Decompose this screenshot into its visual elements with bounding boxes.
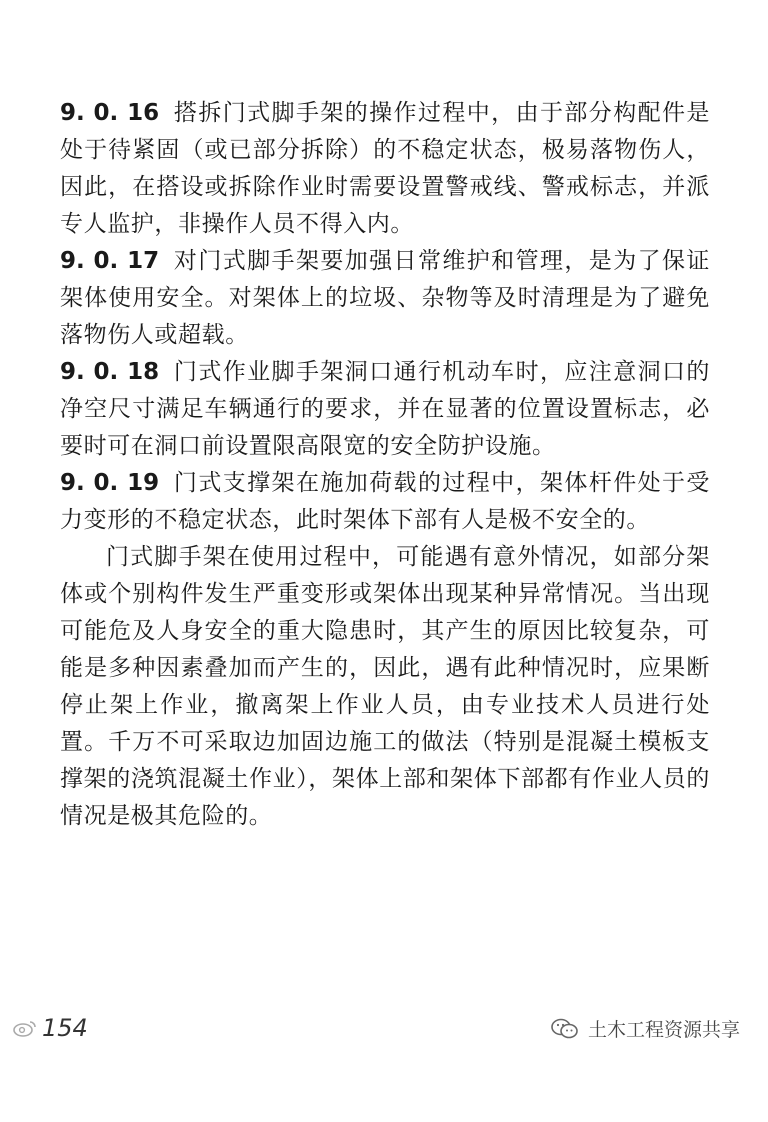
clause-number: 9. 0. 17 bbox=[60, 248, 160, 274]
document-body bbox=[60, 95, 710, 835]
clause-text: 对门式脚手架要加强日常维护和管理，是为了保证架体使用安全。对架体上的垃圾、杂物等及时清理是为了避免落物伤人或超载。 bbox=[60, 248, 710, 348]
clause-number: 9. 0. 16 bbox=[60, 100, 160, 126]
weibo-logo-icon bbox=[12, 1019, 38, 1037]
watermark bbox=[550, 1015, 740, 1042]
watermark-text: 土木工程资源共享 bbox=[587, 1019, 740, 1041]
page-footer bbox=[12, 1014, 88, 1042]
clause-text: 门式支撑架在施加荷载的过程中，架体杆件处于受力变形的不稳定状态，此时架体下部有人是极不安全的。 bbox=[60, 470, 710, 533]
clause-9-0-19 bbox=[60, 465, 710, 539]
page-number: 154 bbox=[42, 1014, 88, 1042]
clause-text: 搭拆门式脚手架的操作过程中，由于部分构配件是处于待紧固（或已部分拆除）的不稳定状态，极易落物伤人，因此，在搭设或拆除作业时需要设置警戒线、警戒标志，并派专人监护，非操作人员不得入内。 bbox=[60, 100, 710, 237]
clause-9-0-16 bbox=[60, 95, 710, 243]
clause-number: 9. 0. 18 bbox=[60, 359, 160, 385]
clause-9-0-17 bbox=[60, 243, 710, 354]
wechat-icon bbox=[550, 1017, 580, 1041]
clause-number: 9. 0. 19 bbox=[60, 470, 160, 496]
clause-9-0-18 bbox=[60, 354, 710, 465]
clause-text: 门式作业脚手架洞口通行机动车时，应注意洞口的净空尺寸满足车辆通行的要求，并在显著的位置设置标志，必要时可在洞口前设置限高限宽的安全防护设施。 bbox=[60, 359, 710, 459]
body-paragraph: 门式脚手架在使用过程中，可能遇有意外情况，如部分架体或个别构件发生严重变形或架体出现某种异常情况。当出现可能危及人身安全的重大隐患时，其产生的原因比较复杂，可能是多种因素叠加而产生的，因此，遇有此种情况时，应果断停止架上作业，撤离架上作业人员，由专业技术人员进行处置。千万不可采取边加固边施工的做法（特别是混凝土模板支撑架的浇筑混凝土作业），架体上部和架体下部都有作业人员的情况是极其危险的。 bbox=[60, 544, 710, 829]
